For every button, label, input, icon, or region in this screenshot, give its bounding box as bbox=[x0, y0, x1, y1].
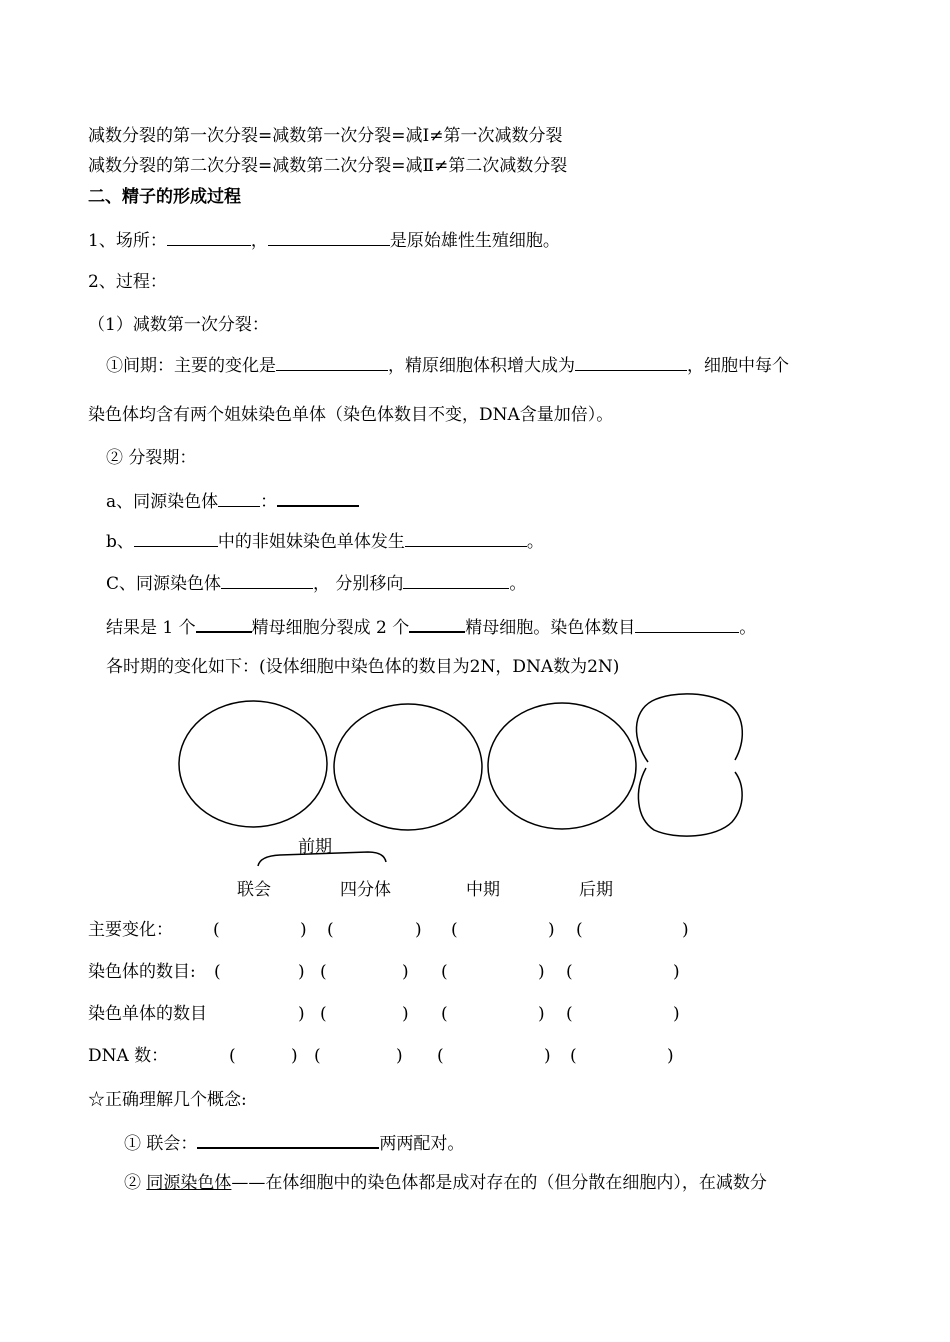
concept-2-term: 同源染色体 bbox=[146, 1173, 232, 1193]
paren-open: ( bbox=[576, 920, 583, 940]
paren-close: ) bbox=[673, 962, 680, 982]
b-mid: 中的非姐妹染色单体发生 bbox=[217, 532, 405, 552]
line-1: 减数分裂的第一次分裂=减数第一次分裂=减Ⅰ≠第一次减数分裂 bbox=[88, 126, 563, 146]
paren-close: ) bbox=[673, 1004, 680, 1024]
paren-open: ( bbox=[566, 962, 573, 982]
paren-close: ) bbox=[298, 962, 305, 982]
concept-2-prefix: ② bbox=[124, 1173, 147, 1193]
process-line: 2、过程： bbox=[88, 272, 167, 292]
brace-label: 前期 bbox=[298, 837, 332, 857]
section-heading: 二、精子的形成过程 bbox=[88, 187, 241, 207]
paren-open: ( bbox=[437, 1046, 444, 1066]
place-sep: ， bbox=[250, 231, 268, 251]
cell-4-bottom bbox=[638, 768, 742, 836]
interphase-a: ①间期：主要的变化是 bbox=[106, 356, 276, 376]
line-2: 减数分裂的第二次分裂=减数第二次分裂=减Ⅱ≠第二次减数分裂 bbox=[88, 156, 568, 176]
paren-close: ) bbox=[415, 920, 422, 940]
interphase-b: ，精原细胞体积增大成为 bbox=[388, 356, 575, 376]
paren-close: ) bbox=[538, 962, 545, 982]
paren-close: ) bbox=[548, 920, 555, 940]
stage-label: 后期 bbox=[579, 880, 613, 900]
b-prefix: b、 bbox=[106, 532, 134, 552]
cell-2 bbox=[334, 704, 482, 830]
paren-open: ( bbox=[320, 1004, 327, 1024]
concepts-title: ☆正确理解几个概念: bbox=[88, 1090, 247, 1110]
concept-1-prefix: ① 联会： bbox=[124, 1134, 198, 1154]
paren-open: ( bbox=[214, 962, 221, 982]
result-a: 结果是 1 个 bbox=[106, 618, 196, 638]
stage-label: 中期 bbox=[466, 880, 500, 900]
paren-open: ( bbox=[441, 962, 448, 982]
interphase-c: ，细胞中每个 bbox=[687, 356, 789, 376]
row-label: 染色体的数目: bbox=[88, 962, 196, 982]
a-prefix: a、同源染色体 bbox=[106, 492, 219, 512]
blank[interactable] bbox=[197, 1131, 379, 1149]
concept-1 bbox=[124, 1131, 464, 1155]
paren-open: ( bbox=[566, 1004, 573, 1024]
paren-close: ) bbox=[300, 920, 307, 940]
paren-close: ) bbox=[538, 1004, 545, 1024]
row-label: DNA 数： bbox=[88, 1046, 169, 1066]
paren-close: ) bbox=[291, 1046, 298, 1066]
paren-close: ) bbox=[396, 1046, 403, 1066]
division-line: ② 分裂期： bbox=[106, 448, 197, 468]
meiosis1-line: （1）减数第一次分裂： bbox=[88, 315, 269, 335]
place-prefix: 1、场所： bbox=[88, 231, 167, 251]
cell-3 bbox=[488, 703, 636, 829]
paren-open: ( bbox=[229, 1046, 236, 1066]
a-mid: ： bbox=[260, 492, 278, 512]
changes-intro: 各时期的变化如下：(设体细胞中染色体的数目为2N，DNA数为2N) bbox=[106, 657, 620, 677]
stage-label: 四分体 bbox=[340, 880, 391, 900]
paren-close: ) bbox=[298, 1004, 305, 1024]
result-d: 。 bbox=[739, 618, 757, 638]
interphase-line-2: 染色体均含有两个姐妹染色单体（染色体数目不变，DNA含量加倍）。 bbox=[88, 405, 614, 425]
paren-open: ( bbox=[314, 1046, 321, 1066]
concept-2 bbox=[124, 1172, 767, 1194]
paren-close: ) bbox=[667, 1046, 674, 1066]
result-b: 精母细胞分裂成 2 个 bbox=[251, 618, 410, 638]
paren-close: ) bbox=[402, 962, 409, 982]
paren-close: ) bbox=[682, 920, 689, 940]
paren-open: ( bbox=[451, 920, 458, 940]
place-suffix: 是原始雄性生殖细胞。 bbox=[389, 231, 560, 251]
result-c: 精母细胞。染色体数目 bbox=[465, 618, 636, 638]
cell-4-top bbox=[636, 694, 742, 762]
row-label: 染色单体的数目 bbox=[88, 1004, 207, 1024]
concept-2-rest: ——在体细胞中的染色体都是成对存在的（但分散在细胞内），在减数分 bbox=[231, 1173, 767, 1193]
paren-close: ) bbox=[402, 1004, 409, 1024]
paren-open: ( bbox=[213, 920, 220, 940]
concept-1-suffix: 两两配对。 bbox=[379, 1134, 465, 1154]
paren-close: ) bbox=[544, 1046, 551, 1066]
row-label: 主要变化： bbox=[88, 920, 173, 940]
c-prefix: C、同源染色体 bbox=[106, 574, 222, 594]
c-end: 。 bbox=[509, 574, 527, 594]
cell-1 bbox=[179, 701, 327, 827]
stage-label: 联会 bbox=[237, 880, 271, 900]
b-end: 。 bbox=[526, 532, 544, 552]
c-mid: ， 分别移向 bbox=[313, 574, 404, 594]
paren-open: ( bbox=[320, 962, 327, 982]
paren-open: ( bbox=[327, 920, 334, 940]
paren-open: ( bbox=[441, 1004, 448, 1024]
paren-open: ( bbox=[570, 1046, 577, 1066]
